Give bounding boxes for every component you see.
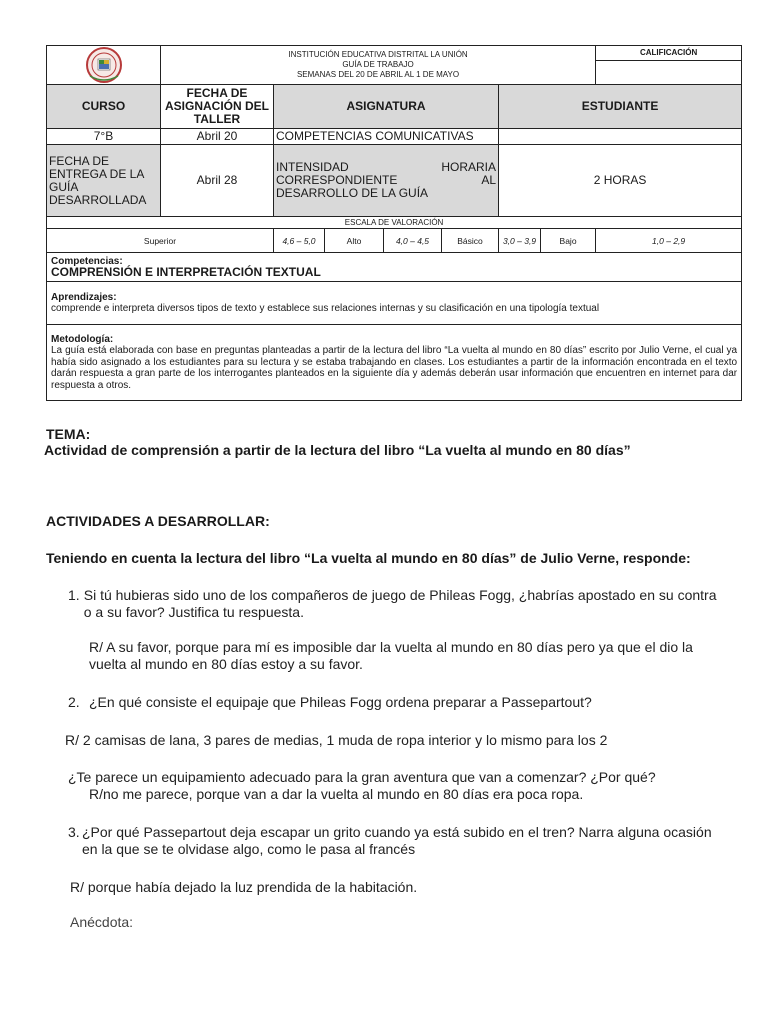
scale-level-name: Bajo <box>541 229 596 253</box>
competencias-section <box>47 253 742 282</box>
metodologia-label: Metodología: <box>51 333 114 345</box>
activities-intro: Teniendo en cuenta la lectura del libro “La vuelta al mundo en 80 días” de Julio Verne, responde: <box>46 550 691 566</box>
answer-text: R/ A su favor, porque para mí es imposible dar la vuelta al mundo en 80 días pero ya que el dio la vuelta al mundo en 80 días estoy a su favor. <box>89 639 693 672</box>
answer-text: R/ 2 camisas de lana, 3 pares de medias, 1 muda de ropa interior y lo mismo para los 2 <box>65 732 608 748</box>
metodologia-section <box>47 325 742 401</box>
competencias-value: COMPRENSIÓN E INTERPRETACIÓN TEXTUAL <box>51 265 321 279</box>
scale-level-name: Alto <box>325 229 384 253</box>
scale-level-name: Superior <box>47 229 274 253</box>
scale-level-range: 3,0 – 3,9 <box>499 229 541 253</box>
question-text: Si tú hubieras sido uno de los compañeros de juego de Phileas Fogg, ¿habrías apostado en su contra o a su favor? Justifica tu respuesta. <box>83 587 717 620</box>
document-type: GUÍA DE TRABAJO <box>342 60 414 69</box>
institution-header <box>161 46 596 85</box>
anecdote-label: Anécdota: <box>70 914 134 930</box>
competencias-label: Competencias: <box>51 255 123 267</box>
tema-text: Actividad de comprensión a partir de la lectura del libro “La vuelta al mundo en 80 días” <box>44 442 631 458</box>
question-text: ¿En qué consiste el equipaje que Phileas Fogg ordena preparar a Passepartout? <box>89 694 592 710</box>
answer-text: R/no me parece, porque van a dar la vuelta al mundo en 80 días era poca ropa. <box>89 786 584 802</box>
school-logo-cell <box>47 46 161 85</box>
scale-level-name: Básico <box>442 229 499 253</box>
answer-text: R/ porque había dejado la luz prendida de la habitación. <box>70 879 418 895</box>
activities-heading: ACTIVIDADES A DESARROLLAR: <box>46 513 270 529</box>
student-name-field[interactable] <box>499 129 742 145</box>
question-text: ¿Por qué Passepartout deja escapar un grito cuando ya está subido en el tren? Narra alguna ocasión en la que se te olvidase algo, como le pasa al francés <box>81 824 712 857</box>
subject-header: ASIGNATURA <box>274 85 499 129</box>
question-number: 1. <box>68 587 80 603</box>
question-text: ¿Te parece un equipamiento adecuado para la gran aventura que van a comenzar? ¿Por qué? <box>68 769 656 785</box>
period: SEMANAS DEL 20 DE ABRIL AL 1 DE MAYO <box>296 70 460 79</box>
course-value: 7°B <box>47 129 161 145</box>
grade-field[interactable] <box>596 61 742 85</box>
guide-body <box>46 426 726 931</box>
subject-value: COMPETENCIAS COMUNICATIVAS <box>274 129 499 145</box>
course-header: CURSO <box>47 85 161 129</box>
tema-label: TEMA: <box>46 426 91 442</box>
assign-date-header: FECHA DE ASIGNACIÓN DEL TALLER <box>161 85 274 129</box>
metodologia-text: La guía está elaborada con base en preguntas planteadas a partir de la lectura del libro “La vuelta al mundo en 80 días” escrito por Julio Verne, el cual ya había sido asignado a los estudiantes para su lectura y se estaba trabajando en clases. Los estudiantes a partir de la información encontrada en el texto darán respuesta a gran parte de los interrogantes planteados en la siguiente día y además deberán usar información que encuentren en internet para dar respuesta a otros. <box>51 345 738 391</box>
school-crest-icon <box>84 46 124 84</box>
aprendizajes-text: comprende e interpreta diversos tipos de texto y establece sus relaciones internas y su clasificación en una tipología textual <box>51 303 600 314</box>
scale-title: ESCALA DE VALORACIÓN <box>47 217 742 229</box>
question-item <box>46 694 726 711</box>
hours-value: 2 HORAS <box>499 145 742 217</box>
grade-label: CALIFICACIÓN <box>596 46 742 61</box>
scale-level-range: 1,0 – 2,9 <box>596 229 742 253</box>
delivery-label: FECHA DE ENTREGA DE LA GUÍA DESARROLLADA <box>47 145 161 217</box>
student-header: ESTUDIANTE <box>499 85 742 129</box>
scale-level-range: 4,0 – 4,5 <box>384 229 442 253</box>
intensity-label: INTENSIDAD HORARIA CORRESPONDIENTE AL DESARROLLO DE LA GUÍA <box>274 145 499 217</box>
aprendizajes-section <box>47 282 742 325</box>
question-item <box>46 587 726 621</box>
scale-level-range: 4,6 – 5,0 <box>274 229 325 253</box>
question-number: 2. <box>68 694 80 710</box>
delivery-date: Abril 28 <box>161 145 274 217</box>
question-item <box>46 824 726 858</box>
institution-name: INSTITUCIÓN EDUCATIVA DISTRITAL LA UNIÓN <box>288 50 468 59</box>
assign-date-value: Abril 20 <box>161 129 274 145</box>
guide-header-table <box>46 45 742 401</box>
question-number: 3. <box>68 824 80 840</box>
aprendizajes-label: Aprendizajes: <box>51 291 117 303</box>
